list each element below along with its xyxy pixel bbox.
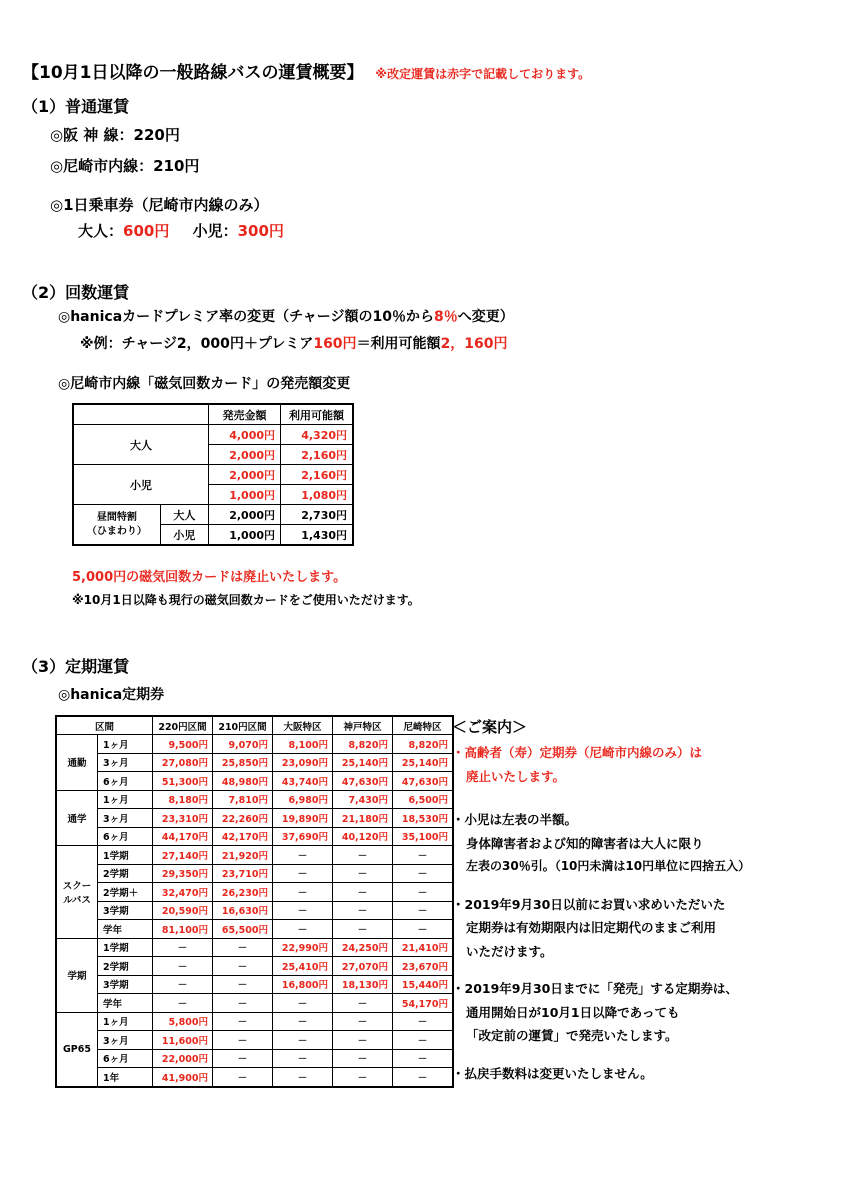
info-item-line: ・2019年9月30日以前にお買い求めいただいた bbox=[452, 896, 726, 912]
table-row bbox=[56, 809, 453, 828]
hanica-premium-text: ◎hanicaカードプレミア率の変更（チャージ額の10％から bbox=[58, 309, 434, 325]
table-header-row bbox=[56, 716, 453, 735]
fare-cell: 18,530円 bbox=[393, 809, 454, 828]
day-ticket-child-label: 小児： bbox=[192, 222, 238, 240]
section3-heading: （3）定期運賃 bbox=[22, 657, 130, 676]
period-label: 学年 bbox=[98, 920, 153, 939]
usable-value: 2,730円 bbox=[281, 505, 354, 525]
fare-cell: 47,630円 bbox=[393, 772, 454, 791]
info-item-line: 「改定前の運賃」で発売いたします。 bbox=[466, 1028, 678, 1043]
section2-heading: （2）回数運賃 bbox=[22, 283, 130, 302]
group-label-text: スクー bbox=[62, 880, 92, 892]
table-row bbox=[73, 505, 353, 525]
fare-cell: 7,810円 bbox=[213, 790, 273, 809]
fare-cell: － bbox=[213, 957, 273, 976]
info-item-senior bbox=[452, 741, 837, 788]
charge-example-mid: ＝利用可能額 bbox=[356, 336, 441, 352]
daytime-line1: 昼間特割 bbox=[96, 511, 137, 523]
hanica-premium-rate: 8％ bbox=[433, 309, 458, 325]
day-ticket-adult-value: 600円 bbox=[123, 222, 170, 240]
info-item-line: いただけます。 bbox=[466, 943, 553, 959]
current-card-notice: ※10月1日以降も現行の磁気回数カードをご使用いただけます。 bbox=[72, 593, 420, 607]
fare-cell: － bbox=[273, 1012, 333, 1031]
fare-cell: － bbox=[273, 1068, 333, 1087]
fare-cell: 23,670円 bbox=[393, 957, 454, 976]
magnetic-card-heading: ◎尼崎市内線「磁気回数カード」の発売額変更 bbox=[58, 376, 351, 392]
group-label-text: ルバス bbox=[63, 894, 91, 906]
fare-cell: 25,140円 bbox=[333, 753, 393, 772]
commuter-pass-table bbox=[55, 715, 454, 1088]
table-row bbox=[56, 864, 453, 883]
info-item-line: 廃止いたします。 bbox=[466, 768, 566, 784]
period-label: 1年 bbox=[98, 1068, 153, 1087]
table-row bbox=[56, 938, 453, 957]
usable-value: 1,430円 bbox=[281, 525, 354, 546]
fare-cell: 21,180円 bbox=[333, 809, 393, 828]
fare-cell: 8,820円 bbox=[333, 735, 393, 754]
row-label-daytime-child: 小児 bbox=[160, 525, 208, 546]
fare-cell: 19,890円 bbox=[273, 809, 333, 828]
info-box bbox=[452, 716, 837, 1099]
period-label: 2学期 bbox=[98, 957, 153, 976]
fare-cell: － bbox=[273, 1031, 333, 1050]
title-note: ※改定運賃は赤字で記載しております。 bbox=[375, 67, 591, 81]
fare-cell: － bbox=[393, 883, 454, 902]
hanica-premium-suffix: へ変更） bbox=[457, 309, 514, 325]
abolish-notice: 5,000円の磁気回数カードは廃止いたします。 bbox=[72, 570, 347, 585]
col-osaka: 大阪特区 bbox=[273, 716, 333, 735]
fare-cell: 81,100円 bbox=[153, 920, 213, 939]
fare-cell: － bbox=[213, 975, 273, 994]
fare-cell: 11,600円 bbox=[153, 1031, 213, 1050]
sale-value: 2,000円 bbox=[209, 445, 281, 465]
info-item-child bbox=[452, 808, 837, 879]
fare-cell: 32,470円 bbox=[153, 883, 213, 902]
period-label: 2学期＋ bbox=[98, 883, 153, 902]
col-220: 220円区間 bbox=[153, 716, 213, 735]
table-row bbox=[56, 994, 453, 1013]
info-item-line: ・払戻手数料は変更いたしません。 bbox=[452, 1065, 653, 1081]
period-label: 3ヶ月 bbox=[98, 753, 153, 772]
sale-value: 4,000円 bbox=[209, 425, 281, 445]
table-row bbox=[56, 753, 453, 772]
info-item-before bbox=[452, 893, 837, 964]
fare-cell: － bbox=[273, 901, 333, 920]
table-row bbox=[56, 1049, 453, 1068]
fare-cell: － bbox=[393, 864, 454, 883]
fare-cell: 26,230円 bbox=[213, 883, 273, 902]
usable-value: 4,320円 bbox=[281, 425, 354, 445]
info-heading: ＜ご案内＞ bbox=[452, 718, 528, 736]
fare-cell: － bbox=[393, 846, 454, 865]
fare-cell: － bbox=[153, 994, 213, 1013]
hanica-premium-change bbox=[58, 306, 514, 326]
fare-cell: － bbox=[213, 1068, 273, 1087]
table-header-row bbox=[73, 404, 353, 425]
sale-value: 1,000円 bbox=[209, 525, 281, 546]
fare-cell: － bbox=[153, 957, 213, 976]
table-row bbox=[56, 957, 453, 976]
fare-cell: 20,590円 bbox=[153, 901, 213, 920]
fare-cell: － bbox=[333, 901, 393, 920]
usable-value: 2,160円 bbox=[281, 465, 354, 485]
day-ticket-adult-label: 大人： bbox=[78, 222, 124, 240]
group-label bbox=[56, 790, 98, 846]
info-item-refund bbox=[452, 1062, 837, 1086]
title-text: 【10月1日以降の一般路線バスの運賃概要】 bbox=[22, 63, 364, 83]
day-ticket-label: ◎1日乗車券（尼崎市内線のみ） bbox=[50, 196, 269, 214]
fare-cell: 37,690円 bbox=[273, 827, 333, 846]
charge-example-text: ※例：チャージ2，000円＋プレミア bbox=[80, 336, 314, 352]
fare-cell: 16,630円 bbox=[213, 901, 273, 920]
group-label-text: 学期 bbox=[67, 971, 87, 982]
period-label: 1ヶ月 bbox=[98, 790, 153, 809]
fare-cell: 21,920円 bbox=[213, 846, 273, 865]
magnetic-card-table bbox=[72, 403, 354, 546]
col-section: 区間 bbox=[56, 716, 153, 735]
charge-example-total: 2，160円 bbox=[440, 336, 508, 352]
hanica-pass-heading: ◎hanica定期券 bbox=[58, 687, 165, 703]
info-item-line: ・小児は左表の半額。 bbox=[452, 812, 578, 827]
fare-cell: 40,120円 bbox=[333, 827, 393, 846]
fare-cell: 42,170円 bbox=[213, 827, 273, 846]
group-label-text: 通勤 bbox=[67, 758, 87, 770]
sale-value: 1,000円 bbox=[209, 485, 281, 505]
fare-cell: － bbox=[333, 994, 393, 1013]
table-row bbox=[73, 465, 353, 485]
period-label: 学年 bbox=[98, 994, 153, 1013]
fare-cell: 41,900円 bbox=[153, 1068, 213, 1087]
fare-cell: 35,100円 bbox=[393, 827, 454, 846]
fare-cell: 23,710円 bbox=[213, 864, 273, 883]
fare-cell: 27,070円 bbox=[333, 957, 393, 976]
fare-cell: － bbox=[333, 883, 393, 902]
fare-cell: － bbox=[333, 1012, 393, 1031]
fare-cell: 27,140円 bbox=[153, 846, 213, 865]
table-row bbox=[56, 975, 453, 994]
fare-cell: 7,430円 bbox=[333, 790, 393, 809]
usable-value: 1,080円 bbox=[281, 485, 354, 505]
fare-cell: 24,250円 bbox=[333, 938, 393, 957]
fare-cell: 15,440円 bbox=[393, 975, 454, 994]
table-row bbox=[56, 735, 453, 754]
fare-cell: － bbox=[333, 920, 393, 939]
period-label: 3学期 bbox=[98, 901, 153, 920]
page-title bbox=[22, 58, 590, 83]
period-label: 6ヶ月 bbox=[98, 1049, 153, 1068]
fare-cell: 47,630円 bbox=[333, 772, 393, 791]
charge-example bbox=[80, 333, 508, 353]
group-label bbox=[56, 938, 98, 1012]
fare-cell: 8,180円 bbox=[153, 790, 213, 809]
table-row bbox=[56, 772, 453, 791]
period-label: 3ヶ月 bbox=[98, 809, 153, 828]
period-label: 3学期 bbox=[98, 975, 153, 994]
fare-cell: 25,410円 bbox=[273, 957, 333, 976]
day-ticket-child-value: 300円 bbox=[237, 222, 284, 240]
col-usable: 利用可能額 bbox=[281, 404, 354, 425]
period-label: 1ヶ月 bbox=[98, 735, 153, 754]
col-210: 210円区間 bbox=[213, 716, 273, 735]
table-row bbox=[56, 901, 453, 920]
period-label: 1学期 bbox=[98, 938, 153, 957]
fare-cell: 9,500円 bbox=[153, 735, 213, 754]
info-item-line: ・2019年9月30日までに「発売」する定期券は、 bbox=[452, 981, 738, 996]
fare-cell: － bbox=[393, 1012, 454, 1031]
fare-cell: 43,740円 bbox=[273, 772, 333, 791]
fare-cell: － bbox=[333, 1049, 393, 1068]
fare-cell: 25,850円 bbox=[213, 753, 273, 772]
fare-cell: 16,800円 bbox=[273, 975, 333, 994]
info-item-line: 身体障害者および知的障害者は大人に限り bbox=[466, 835, 704, 851]
fare-cell: － bbox=[393, 920, 454, 939]
fare-cell: － bbox=[273, 920, 333, 939]
hanshin-fare: ◎阪 神 線：220円 bbox=[50, 126, 180, 144]
row-label-daytime-adult: 大人 bbox=[160, 505, 208, 525]
table-row bbox=[73, 425, 353, 445]
fare-cell: － bbox=[213, 1049, 273, 1068]
fare-cell: 18,130円 bbox=[333, 975, 393, 994]
fare-cell: 22,990円 bbox=[273, 938, 333, 957]
fare-cell: 54,170円 bbox=[393, 994, 454, 1013]
fare-cell: － bbox=[333, 1068, 393, 1087]
fare-cell: 48,980円 bbox=[213, 772, 273, 791]
fare-cell: － bbox=[153, 938, 213, 957]
fare-cell: 65,500円 bbox=[213, 920, 273, 939]
fare-cell: － bbox=[273, 1049, 333, 1068]
group-label bbox=[56, 735, 98, 791]
table-row bbox=[56, 920, 453, 939]
fare-cell: 9,070円 bbox=[213, 735, 273, 754]
amagasaki-fare: ◎尼崎市内線：210円 bbox=[50, 157, 200, 175]
group-label-text: 通学 bbox=[67, 813, 87, 825]
fare-cell: － bbox=[273, 994, 333, 1013]
fare-cell: － bbox=[333, 1031, 393, 1050]
fare-cell: 29,350円 bbox=[153, 864, 213, 883]
period-label: 1学期 bbox=[98, 846, 153, 865]
fare-cell: － bbox=[393, 901, 454, 920]
fare-cell: － bbox=[273, 846, 333, 865]
period-label: 6ヶ月 bbox=[98, 827, 153, 846]
fare-cell: 22,260円 bbox=[213, 809, 273, 828]
table-row bbox=[56, 827, 453, 846]
row-label-child: 小児 bbox=[73, 465, 209, 505]
fare-cell: － bbox=[213, 994, 273, 1013]
sale-value: 2,000円 bbox=[209, 505, 281, 525]
col-kobe: 神戸特区 bbox=[333, 716, 393, 735]
fare-cell: － bbox=[273, 864, 333, 883]
fare-cell: 5,800円 bbox=[153, 1012, 213, 1031]
period-label: 3ヶ月 bbox=[98, 1031, 153, 1050]
fare-cell: － bbox=[273, 883, 333, 902]
section1-heading: （1）普通運賃 bbox=[22, 97, 130, 116]
info-item-line: 通用開始日が10月1日以降であっても bbox=[466, 1004, 680, 1020]
col-sale: 発売金額 bbox=[209, 404, 281, 425]
daytime-line2: （ひまわり） bbox=[86, 525, 147, 537]
fare-cell: － bbox=[333, 846, 393, 865]
fare-cell: 6,980円 bbox=[273, 790, 333, 809]
fare-cell: 21,410円 bbox=[393, 938, 454, 957]
fare-cell: 44,170円 bbox=[153, 827, 213, 846]
fare-cell: － bbox=[213, 1031, 273, 1050]
fare-cell: － bbox=[213, 1012, 273, 1031]
fare-cell: － bbox=[333, 864, 393, 883]
table-corner bbox=[73, 404, 209, 425]
period-label: 1ヶ月 bbox=[98, 1012, 153, 1031]
table-row bbox=[56, 790, 453, 809]
table-row bbox=[56, 846, 453, 865]
fare-cell: 25,140円 bbox=[393, 753, 454, 772]
table-row bbox=[56, 883, 453, 902]
fare-cell: 8,820円 bbox=[393, 735, 454, 754]
fare-cell: － bbox=[393, 1049, 454, 1068]
row-label-adult: 大人 bbox=[73, 425, 209, 465]
table-row bbox=[56, 1012, 453, 1031]
fare-cell: 8,100円 bbox=[273, 735, 333, 754]
charge-example-premium: 160円 bbox=[313, 336, 357, 352]
fare-cell: － bbox=[213, 938, 273, 957]
fare-cell: 6,500円 bbox=[393, 790, 454, 809]
fare-cell: 22,000円 bbox=[153, 1049, 213, 1068]
group-label bbox=[56, 846, 98, 939]
info-item-line: ・高齢者（寿）定期券（尼崎市内線のみ）は bbox=[452, 745, 703, 760]
info-item-sold bbox=[452, 977, 837, 1048]
fare-cell: 23,090円 bbox=[273, 753, 333, 772]
info-item-line: 定期券は有効期限内は旧定期代のままご利用 bbox=[466, 920, 717, 935]
table-row bbox=[56, 1031, 453, 1050]
group-label-text: GP65 bbox=[63, 1043, 91, 1055]
fare-cell: 51,300円 bbox=[153, 772, 213, 791]
usable-value: 2,160円 bbox=[281, 445, 354, 465]
sale-value: 2,000円 bbox=[209, 465, 281, 485]
info-item-line: 左表の30％引。（10円未満は10円単位に四捨五入） bbox=[466, 859, 751, 873]
day-ticket-prices bbox=[78, 220, 284, 241]
period-label: 2学期 bbox=[98, 864, 153, 883]
fare-cell: 27,080円 bbox=[153, 753, 213, 772]
group-label bbox=[56, 1012, 98, 1087]
col-amagasaki: 尼崎特区 bbox=[393, 716, 454, 735]
period-label: 6ヶ月 bbox=[98, 772, 153, 791]
fare-cell: － bbox=[153, 975, 213, 994]
fare-cell: 23,310円 bbox=[153, 809, 213, 828]
fare-cell: － bbox=[393, 1031, 454, 1050]
table-row bbox=[56, 1068, 453, 1087]
row-label-daytime bbox=[73, 505, 160, 546]
fare-cell: － bbox=[393, 1068, 454, 1087]
